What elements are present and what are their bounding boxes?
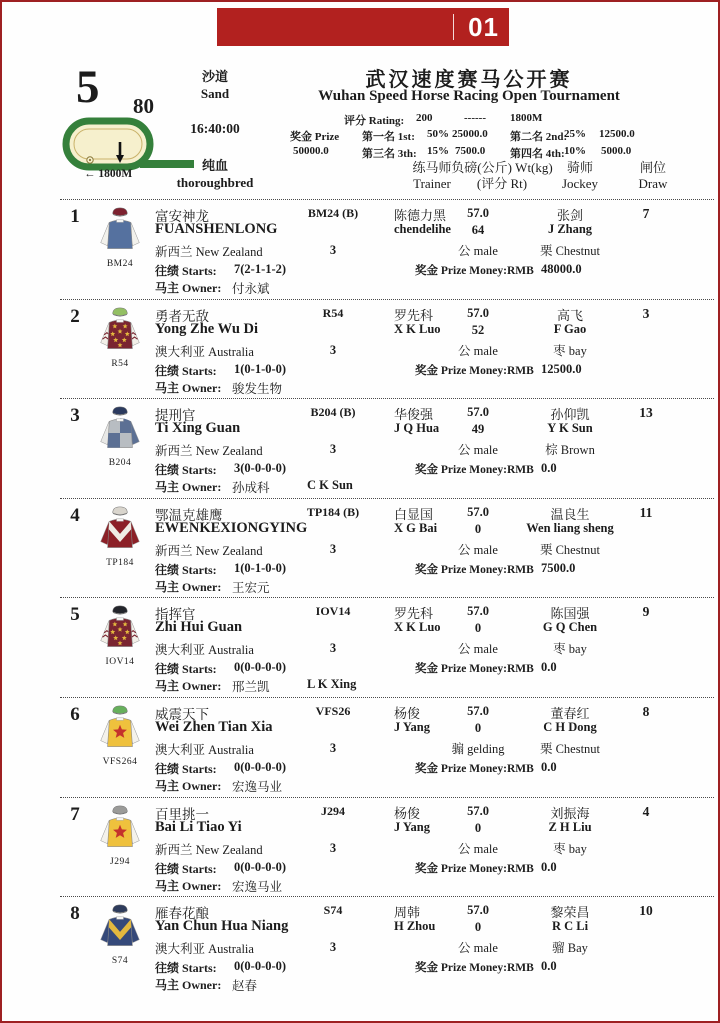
- starts-label: 往绩 Starts:: [155, 761, 217, 776]
- starts-value: 0(0-0-0-0): [234, 759, 287, 774]
- surface-cn: 沙道: [201, 69, 228, 84]
- trainer-name-en: X G Bai: [394, 520, 438, 535]
- horse-brand-code: BM24 (B): [307, 206, 359, 220]
- silk-code-label: B204: [108, 458, 132, 469]
- horse-name-cn: 威震天下: [155, 706, 209, 722]
- breed-en: thoroughbred: [176, 175, 254, 190]
- rating-value: 0: [474, 820, 482, 835]
- jockey-name-cn: 董春红: [550, 705, 590, 721]
- horse-brand-code: VFS26: [315, 703, 351, 718]
- silk-code-label: TP184: [106, 557, 134, 568]
- silk-code-label: IOV14: [105, 657, 135, 668]
- coat-color: 枣 bay: [553, 841, 587, 856]
- jockey-name-cn: 刘振海: [550, 805, 590, 821]
- rating-label: 评分 Rating:: [344, 115, 405, 127]
- horse-age: 3: [329, 342, 337, 357]
- col-draw-en: Draw: [638, 176, 668, 191]
- track-distance-label: ← 1800M: [84, 168, 133, 180]
- jockey-name-cn: 张剑: [556, 208, 583, 223]
- horse-number: 8: [70, 903, 80, 925]
- draw-value: 8: [642, 703, 650, 719]
- trainer-name-cn: 华俊强: [394, 407, 434, 423]
- race-rating-badge: 80: [133, 94, 154, 118]
- col-weight-cn: 负磅(公斤) Wt(kg): [451, 160, 553, 175]
- horse-row: [60, 398, 714, 498]
- trainer-name-en: chendelihe: [394, 222, 451, 236]
- horse-name-cn: 雁春花酿: [155, 906, 209, 922]
- jockey-name-cn: 陈国强: [550, 606, 590, 622]
- prize-money-value: 0.0: [541, 461, 557, 476]
- trainer-name-en: J Q Hua: [394, 421, 440, 436]
- owner-label: 马主 Owner:: [155, 778, 222, 793]
- horse-origin: 澳大利亚 Australia: [155, 643, 254, 658]
- prize-1st-pct: 50%: [427, 128, 449, 140]
- sex-value: 公 male: [458, 244, 498, 258]
- rating-value: 64: [471, 223, 485, 237]
- starts-value: 7(2-1-1-2): [234, 262, 287, 276]
- sex-value: 骟 gelding: [451, 741, 505, 756]
- owner-name: 宏逸马业: [232, 879, 283, 894]
- event-title-en: Wuhan Speed Horse Racing Open Tournament: [318, 88, 620, 104]
- prize-3rd-label: 第三名 3th:: [362, 148, 417, 160]
- trainer-name-cn: 杨俊: [394, 805, 421, 821]
- coat-color: 枣 bay: [553, 343, 587, 358]
- horse-brand-code: S74: [323, 903, 343, 918]
- col-trainer-cn: 练马师: [412, 160, 452, 175]
- starts-label: 往绩 Starts:: [155, 961, 217, 976]
- horse-name-en: EWENKEXIONGYING: [155, 519, 308, 536]
- jockey-name-en: F Gao: [553, 321, 587, 336]
- coat-color: 棕 Brown: [545, 443, 595, 458]
- horse-name-en: FUANSHENLONG: [155, 221, 278, 237]
- rating-value: 52: [471, 322, 485, 337]
- trainer-name-cn: 周韩: [394, 905, 421, 921]
- trainer-name-en: X K Luo: [394, 620, 441, 635]
- prize-money-label: 奖金 Prize Money:RMB: [415, 464, 534, 477]
- left-arrow-icon: ←: [84, 168, 96, 180]
- owner-name-en: C K Sun: [307, 478, 353, 493]
- breed-label: [152, 157, 278, 191]
- owner-label: 马主 Owner:: [155, 878, 222, 893]
- horse-number: 3: [70, 405, 80, 427]
- horse-number: 6: [70, 703, 80, 725]
- horse-age: 3: [329, 840, 337, 855]
- owner-label: 马主 Owner:: [155, 281, 222, 295]
- page-number: 01: [468, 12, 499, 42]
- trainer-name-en: H Zhou: [394, 919, 436, 934]
- silk-code-label: R54: [111, 358, 129, 369]
- owner-label: 马主 Owner:: [155, 380, 222, 395]
- horse-number: 7: [70, 803, 80, 825]
- col-jockey-en: Jockey: [561, 176, 599, 191]
- col-weight-en: (评分 Rt): [476, 176, 528, 191]
- prize-money-label: 奖金 Prize Money:RMB: [415, 862, 534, 875]
- weight-value: 57.0: [467, 903, 489, 918]
- draw-value: 11: [639, 504, 653, 520]
- page-banner: [217, 8, 509, 46]
- draw-value: 7: [642, 206, 650, 221]
- rating-value: 0: [474, 521, 482, 536]
- silk-icon: [94, 702, 146, 754]
- event-title-cn: 武汉速度赛马公开赛: [365, 69, 573, 91]
- col-jockey-cn: 骑师: [566, 160, 593, 175]
- horse-name-en: Bai Li Tiao Yi: [155, 818, 242, 835]
- horse-age: 3: [329, 243, 337, 257]
- prize-money-value: 0.0: [541, 959, 557, 974]
- jockey-name-cn: 温良生: [550, 506, 590, 522]
- horse-age: 3: [329, 541, 337, 556]
- starts-value: 0(0-0-0-0): [234, 959, 287, 974]
- prize-money-label: 奖金 Prize Money:RMB: [415, 265, 534, 277]
- coat-color: 骝 Bay: [552, 941, 588, 956]
- owner-name: 王宏元: [232, 580, 270, 595]
- jockey-name-en: J Zhang: [547, 222, 593, 236]
- jockey-name-cn: 高飞: [556, 307, 583, 323]
- trainer-name-en: X K Luo: [394, 321, 441, 336]
- horse-origin: 新西兰 New Zealand: [155, 245, 263, 259]
- rating-dash: ------: [464, 112, 486, 124]
- prize-2nd-label: 第二名 2nd:: [510, 131, 568, 143]
- starts-value: 3(0-0-0-0): [234, 461, 287, 476]
- horse-origin: 新西兰 New Zealand: [155, 444, 263, 459]
- prize-4th-label: 第四名 4th:: [510, 148, 565, 160]
- weight-value: 57.0: [467, 803, 489, 818]
- silk-code-label: BM24: [106, 259, 134, 269]
- horse-number: 2: [70, 305, 80, 327]
- surface-en: Sand: [200, 86, 230, 101]
- prize-money-value: 0.0: [541, 859, 557, 874]
- sex-value: 公 male: [458, 443, 498, 458]
- silk-icon: [94, 304, 146, 356]
- horse-brand-code: IOV14: [315, 604, 351, 619]
- horse-row: [60, 199, 714, 299]
- starts-label: 往绩 Starts:: [155, 662, 217, 677]
- trainer-name-cn: 白显国: [394, 506, 434, 522]
- col-trainer-en: Trainer: [413, 176, 451, 191]
- silk-icon: [94, 403, 146, 455]
- rating-value: 0: [474, 720, 482, 735]
- horse-origin: 澳大利亚 Australia: [155, 742, 254, 757]
- horse-number: 5: [70, 604, 80, 626]
- race-distance: 1800M: [510, 112, 543, 124]
- silk-icon: [94, 204, 146, 256]
- horse-name-cn: 勇者无敌: [155, 308, 209, 324]
- jockey-name-en: C H Dong: [543, 719, 597, 734]
- prize-1st-amount: 25000.0: [452, 128, 488, 140]
- rating-value: 49: [471, 422, 485, 437]
- horse-name-en: Wei Zhen Tian Xia: [155, 718, 273, 735]
- draw-value: 9: [642, 604, 650, 620]
- horse-name-en: Yan Chun Hua Niang: [155, 918, 289, 935]
- jockey-name-cn: 孙仰凯: [550, 407, 590, 423]
- trainer-name-cn: 杨俊: [394, 705, 421, 721]
- horse-name-cn: 百里挑一: [155, 806, 209, 822]
- silk-icon: [94, 602, 146, 654]
- starts-value: 0(0-0-0-0): [234, 660, 287, 675]
- surface-label: [152, 68, 278, 102]
- horse-age: 3: [329, 740, 337, 755]
- weight-value: 57.0: [467, 206, 489, 220]
- owner-label: 马主 Owner:: [155, 579, 222, 594]
- banner-divider: [453, 14, 454, 40]
- starts-label: 往绩 Starts:: [155, 861, 217, 876]
- prize-label: 奖金 Prize: [290, 131, 340, 143]
- horse-origin: 澳大利亚 Australia: [155, 942, 254, 957]
- sex-value: 公 male: [458, 841, 498, 856]
- prize-money-label: 奖金 Prize Money:RMB: [415, 364, 534, 377]
- prize-money-value: 0.0: [541, 759, 557, 774]
- prize-money-label: 奖金 Prize Money:RMB: [415, 663, 534, 676]
- horse-brand-code: J294: [321, 803, 345, 818]
- horse-name-en: Yong Zhe Wu Di: [155, 320, 259, 337]
- horse-brand-code: TP184 (B): [306, 504, 360, 519]
- starts-label: 往绩 Starts:: [155, 463, 217, 478]
- prize-money-label: 奖金 Prize Money:RMB: [415, 962, 534, 975]
- horse-name-cn: 富安神龙: [155, 209, 209, 224]
- prize-money-label: 奖金 Prize Money:RMB: [415, 563, 534, 576]
- jockey-name-en: R C Li: [551, 919, 589, 934]
- horse-age: 3: [329, 442, 337, 457]
- rating-value: 0: [474, 920, 482, 935]
- trainer-name-cn: 罗先科: [394, 307, 434, 323]
- horse-row: [60, 498, 714, 598]
- horse-name-cn: 提刑官: [155, 408, 196, 424]
- horse-number: 4: [70, 504, 80, 526]
- owner-label: 马主 Owner:: [155, 480, 222, 495]
- horse-origin: 新西兰 New Zealand: [155, 543, 263, 558]
- trainer-name-cn: 陈德力黑: [394, 208, 447, 223]
- jockey-name-en: Y K Sun: [547, 421, 593, 436]
- horse-name-cn: 指挥官: [155, 607, 196, 623]
- breed-cn: 纯血: [201, 158, 228, 173]
- silk-icon: [94, 503, 146, 555]
- owner-name: 宏逸马业: [232, 779, 283, 794]
- silk-icon: [94, 901, 146, 953]
- sex-value: 公 male: [458, 941, 498, 956]
- weight-value: 57.0: [467, 405, 489, 420]
- weight-value: 57.0: [467, 703, 489, 718]
- horse-row: [60, 697, 714, 797]
- column-header-draw: [625, 160, 681, 192]
- owner-name: 付永斌: [232, 282, 270, 296]
- race-number: 5: [76, 61, 100, 113]
- weight-value: 57.0: [467, 604, 489, 619]
- prize-1st-label: 第一名 1st:: [362, 131, 415, 143]
- silk-code-label: S74: [111, 956, 129, 967]
- starts-value: 1(0-1-0-0): [234, 361, 287, 376]
- owner-name: 骏发生物: [232, 381, 283, 396]
- draw-value: 3: [642, 305, 650, 321]
- rating-value: 200: [416, 112, 433, 124]
- prize-money-value: 0.0: [541, 660, 557, 675]
- rating-value: 0: [474, 621, 482, 636]
- jockey-name-en: Wen liang sheng: [526, 520, 614, 535]
- coat-color: 栗 Chestnut: [539, 741, 601, 756]
- silk-code-label: J294: [110, 856, 130, 867]
- column-header-jockey: [537, 160, 623, 192]
- draw-value: 13: [639, 405, 653, 421]
- owner-name: 邢兰凯: [232, 680, 270, 695]
- prize-money-value: 48000.0: [541, 262, 582, 276]
- sex-value: 公 male: [458, 642, 498, 657]
- draw-value: 10: [639, 903, 653, 919]
- horse-number: 1: [70, 206, 80, 227]
- jockey-name-en: G Q Chen: [542, 620, 598, 635]
- silk-icon: [94, 802, 146, 854]
- jockey-name-en: Z H Liu: [548, 819, 592, 834]
- horse-brand-code: B204 (B): [310, 405, 356, 420]
- trainer-name-en: J Yang: [394, 819, 431, 834]
- owner-name-en: L K Xing: [307, 677, 357, 692]
- starts-value: 0(0-0-0-0): [234, 859, 287, 874]
- horse-row: [60, 896, 714, 996]
- horse-row: [60, 797, 714, 897]
- owner-label: 马主 Owner:: [155, 679, 222, 694]
- starts-value: 1(0-1-0-0): [234, 560, 287, 575]
- horse-brand-code: R54: [322, 305, 344, 320]
- owner-name: 孙成科: [232, 481, 270, 496]
- col-draw-cn: 闸位: [639, 160, 666, 175]
- draw-value: 4: [642, 803, 650, 819]
- owner-name: 赵春: [232, 979, 258, 994]
- prize-3rd-amount: 7500.0: [455, 145, 486, 157]
- horse-row: [60, 597, 714, 697]
- horse-age: 3: [329, 641, 337, 656]
- weight-value: 57.0: [467, 305, 489, 320]
- prize-money-value: 7500.0: [541, 560, 576, 575]
- starts-label: 往绩 Starts:: [155, 264, 217, 278]
- post-time: 16:40:00: [190, 121, 240, 136]
- trainer-name-cn: 罗先科: [394, 606, 434, 622]
- horse-origin: 澳大利亚 Australia: [155, 344, 254, 359]
- prize-4th-pct: 10%: [564, 145, 586, 157]
- coat-color: 栗 Chestnut: [539, 542, 601, 557]
- horse-row: [60, 299, 714, 399]
- jockey-name-cn: 黎荣昌: [550, 905, 590, 921]
- starts-label: 往绩 Starts:: [155, 562, 217, 577]
- prize-4th-amount: 5000.0: [601, 145, 632, 157]
- prize-2nd-pct: 25%: [564, 128, 586, 140]
- trainer-name-en: J Yang: [394, 719, 431, 734]
- prize-total: 50000.0: [293, 145, 329, 157]
- prize-3rd-pct: 15%: [427, 145, 449, 157]
- horse-origin: 新西兰 New Zealand: [155, 842, 263, 857]
- horse-name-cn: 鄂温克雄鹰: [155, 507, 223, 523]
- prize-2nd-amount: 12500.0: [599, 128, 635, 140]
- coat-color: 栗 Chestnut: [539, 244, 601, 258]
- weight-value: 57.0: [467, 504, 489, 519]
- silk-code-label: VFS264: [102, 756, 138, 767]
- sex-value: 公 male: [458, 542, 498, 557]
- sex-value: 公 male: [458, 343, 498, 358]
- horse-age: 3: [329, 940, 337, 955]
- coat-color: 枣 bay: [553, 642, 587, 657]
- starts-label: 往绩 Starts:: [155, 363, 217, 378]
- horse-name-en: Ti Xing Guan: [155, 420, 241, 437]
- horse-list: [60, 199, 714, 996]
- prize-money-label: 奖金 Prize Money:RMB: [415, 762, 534, 775]
- owner-label: 马主 Owner:: [155, 978, 222, 993]
- prize-money-value: 12500.0: [541, 361, 582, 376]
- horse-name-en: Zhi Hui Guan: [155, 619, 243, 636]
